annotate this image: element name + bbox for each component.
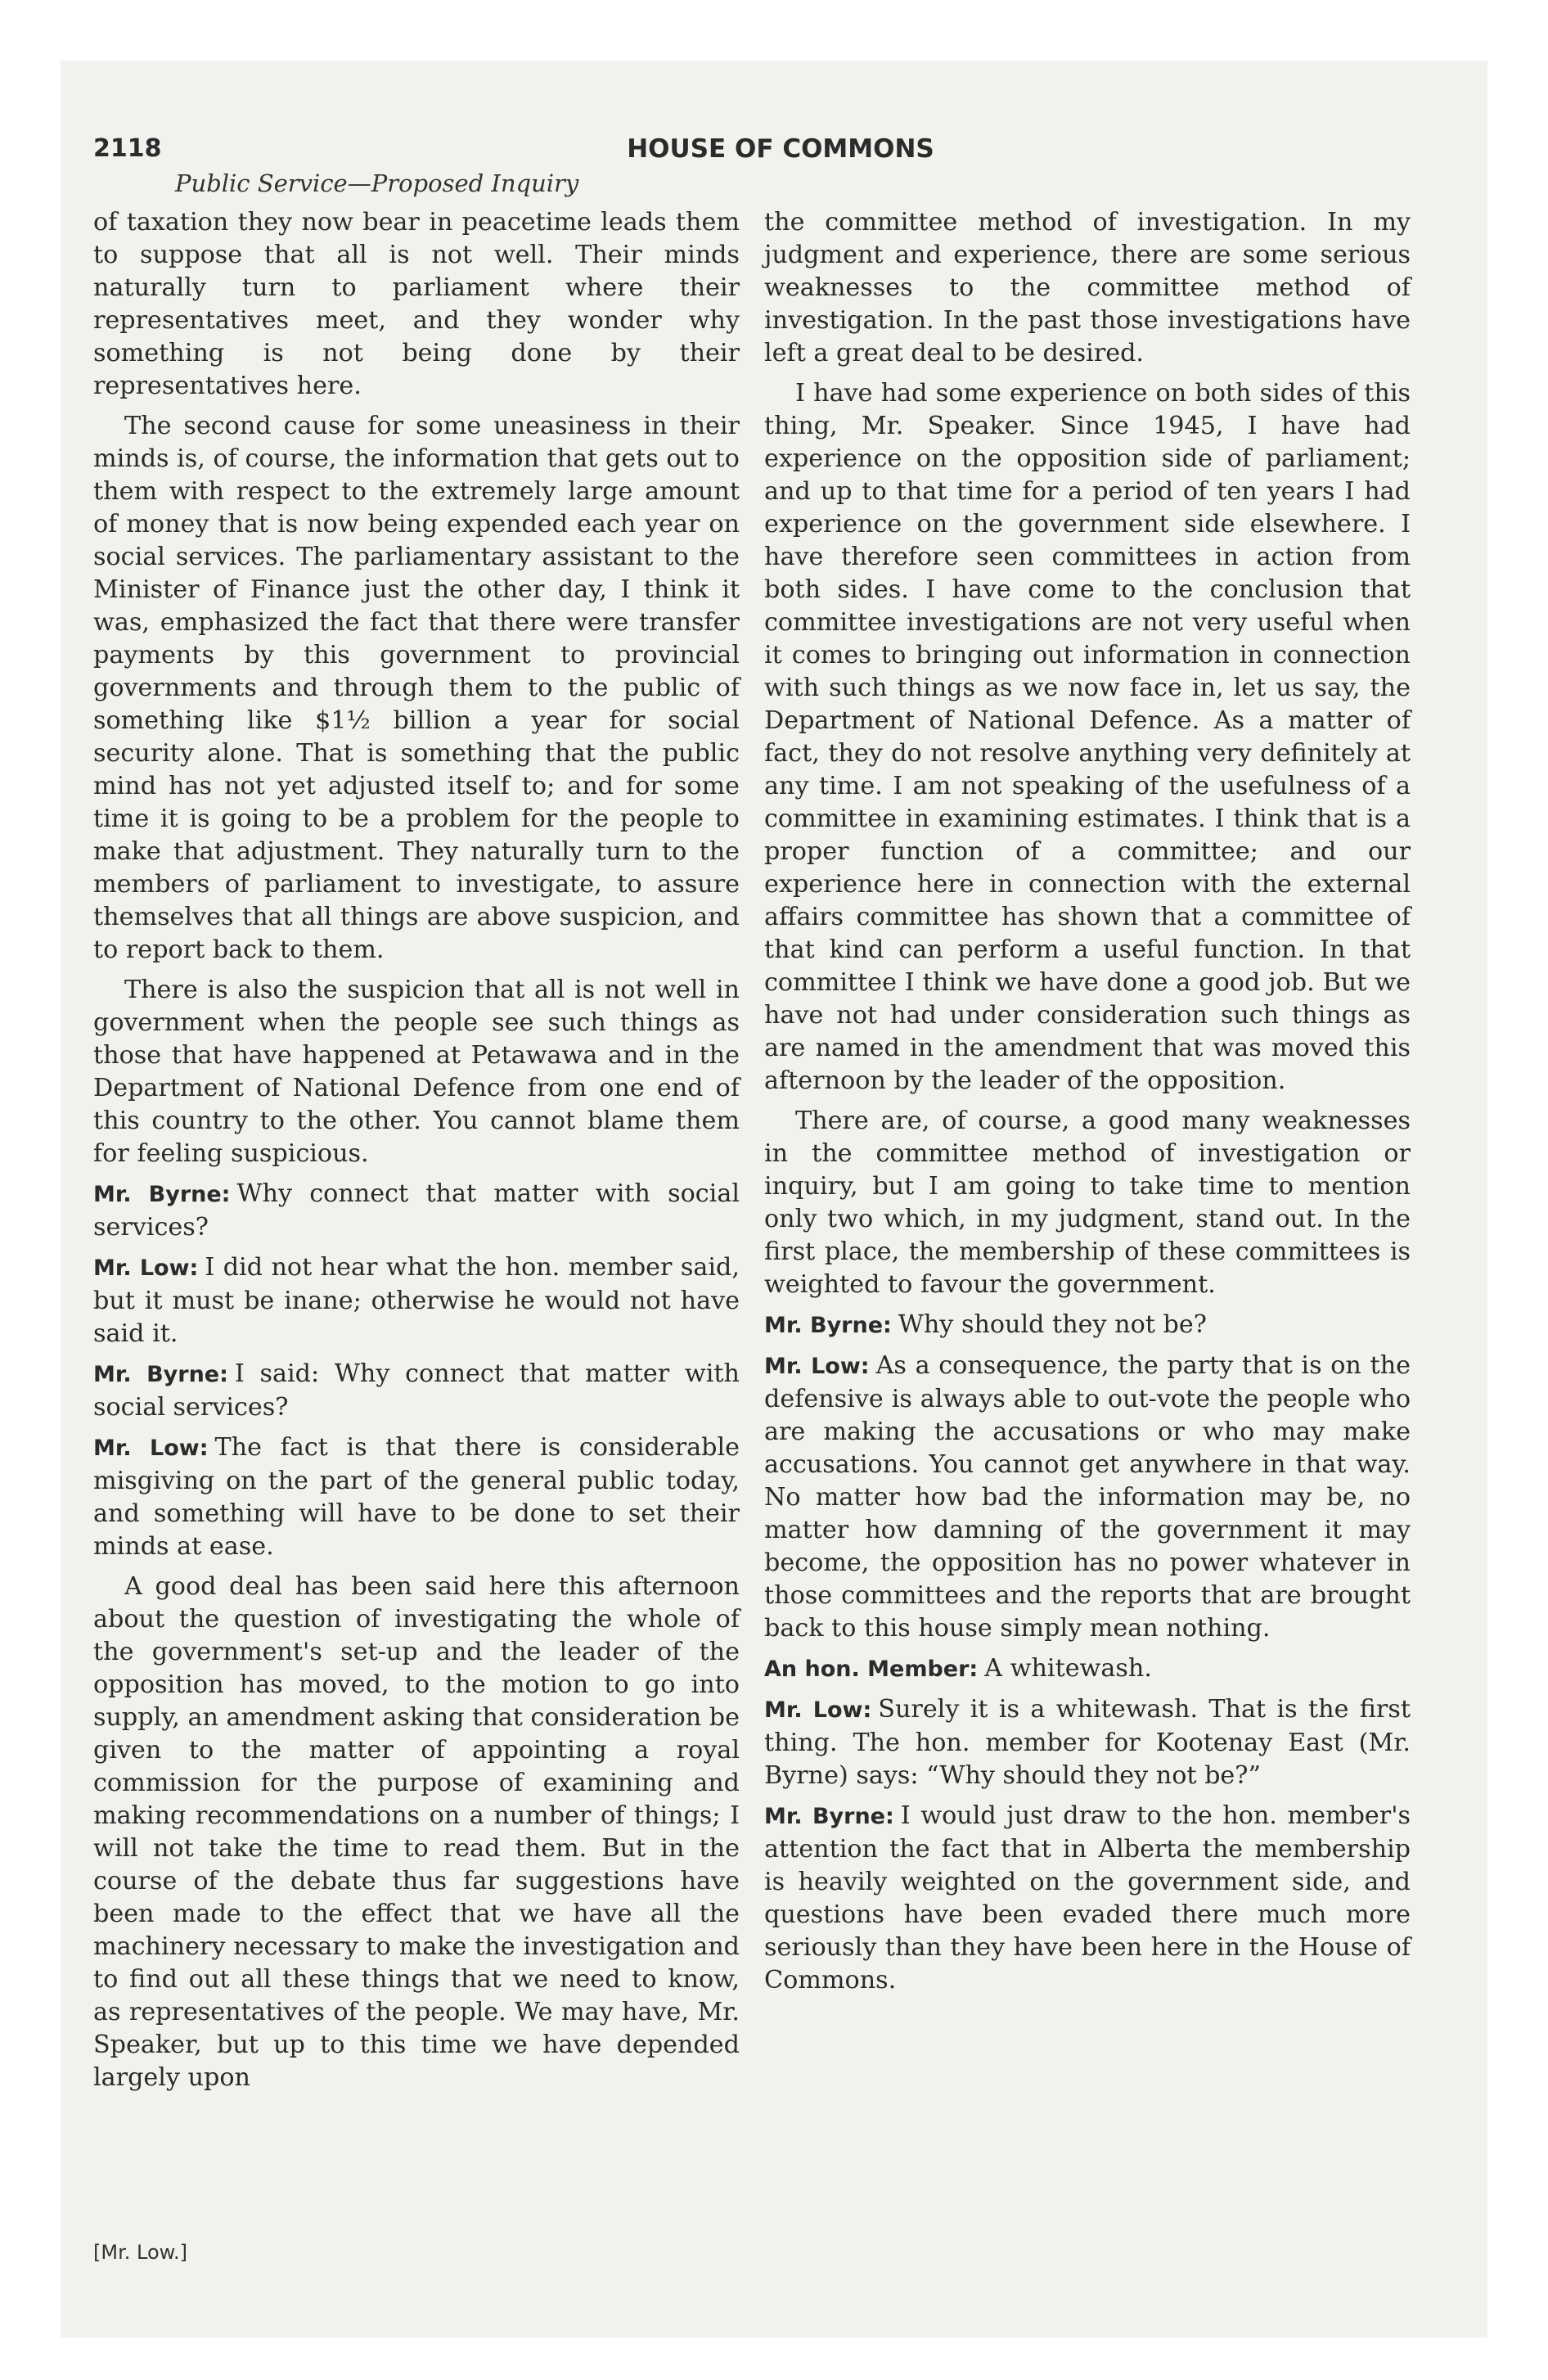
speaker-name: Mr. Low: (764, 1697, 872, 1723)
speaker-name: Mr. Low: (93, 1436, 209, 1461)
left-column (93, 206, 740, 2102)
running-title: HOUSE OF COMMONS (627, 134, 934, 164)
speech-paragraph (93, 1251, 740, 1350)
page-number: 2118 (93, 134, 162, 163)
speaker-attribution-footer: [Mr. Low.] (93, 2241, 188, 2264)
paragraph: There are, of course, a good many weaknesses in the committee method of investigation or inquiry, but I am going to take time to mention only two which, in my judgment, stand out. In the first place, the membership of these committees is weighted to favour the government. (764, 1107, 1411, 1299)
speech-paragraph (764, 1652, 1411, 1686)
speaker-name: Mr. Byrne: (764, 1313, 892, 1338)
speech-paragraph (93, 1431, 740, 1563)
speech-text: A whitewash. (984, 1654, 1152, 1683)
speech-text: Why should they not be? (898, 1310, 1207, 1339)
section-title: Public Service—Proposed Inquiry (175, 169, 579, 197)
speech-paragraph (764, 1800, 1411, 1997)
speaker-name: Mr. Byrne: (764, 1804, 894, 1829)
paragraph: The second cause for some uneasiness in their minds is, of course, the information that gets out to them with respect to the extremely large amount of money that is now being expended each year on social services. The parliamentary assistant to the Minister of Finance just the other day, I think it was, emphasized the fact that there were transfer payments by this government to provincial governments and through them to the public of something like $1½ billion a year for social security alone. That is something that the public mind has not yet adjusted itself to; and for some time it is going to be a problem for the people to make that adjustment. They naturally turn to the members of parliament to investigate, to assure themselves that all things are above suspicion, and to report back to them. (93, 412, 740, 964)
speech-text: I would just draw to the hon. member's attention the fact that in Alberta the membership is heavily weighted on the government side, and questions have been evaded there much more seriously than they have been here in the House of Commons. (764, 1801, 1411, 1995)
continued-paragraph: the committee method of investigation. In my judgment and experience, there are some serious weaknesses to the committee method of investigation. In the past those investigations have left a great deal to be desired. (764, 208, 1411, 367)
speaker-name: An hon. Member: (764, 1657, 979, 1682)
speech-text: Why connect that matter with social services? (93, 1179, 740, 1242)
speech-paragraph (764, 1693, 1411, 1792)
speech-text: I did not hear what the hon. member said, but it must be inane; otherwise he would not have said it. (93, 1253, 740, 1348)
speaker-name: Mr. Low: (764, 1354, 870, 1379)
document-page (61, 61, 1487, 2337)
speech-text: As a consequence, the party that is on the defensive is always able to out-vote the people who are making the accusations or who may make accusations. You cannot get anywhere in that way. No matter how bad the information may be, no matter how damning of the government it may become, the opposition has no power whatever in those committees and the reports that are brought back to this house simply mean nothing. (764, 1351, 1411, 1643)
paragraph: I have had some experience on both sides of this thing, Mr. Speaker. Since 1945, I have had experience on the opposition side of parliament; and up to that time for a period of ten years I had experience on the government side elsewhere. I have therefore seen committees in action from both sides. I have come to the conclusion that committee investigations are not very useful when it comes to bringing out information in connection with such things as we now face in, let us say, the Department of National Defence. As a matter of fact, they do not resolve anything very definitely at any time. I am not speaking of the usefulness of a committee in examining estimates. I think that is a proper function of a committee; and our experience here in connection with the external affairs committee has shown that a committee of that kind can perform a useful function. In that committee I think we have done a good job. But we have not had under consideration such things as are named in the amendment that was moved this afternoon by the leader of the opposition. (764, 379, 1411, 1095)
speaker-name: Mr. Byrne: (93, 1362, 228, 1387)
speaker-name: Mr. Byrne: (93, 1182, 231, 1207)
speech-text: I said: Why connect that matter with social services? (93, 1359, 740, 1422)
speech-paragraph (764, 1309, 1411, 1342)
speaker-name: Mr. Low: (93, 1255, 199, 1281)
speech-paragraph (764, 1350, 1411, 1645)
speech-text: Surely it is a whitewash. That is the first thing. The hon. member for Kootenay East (Mr. Byrne) says: “Why should they not be?” (764, 1695, 1411, 1790)
speech-paragraph (93, 1178, 740, 1244)
speech-paragraph (93, 1358, 740, 1424)
continued-paragraph: of taxation they now bear in peacetime leads them to suppose that all is not well. Their minds naturally turn to parliament where their representatives meet, and they wonder why something is not being done by their representatives here. (93, 208, 740, 400)
right-column (764, 206, 1411, 2004)
paragraph: There is also the suspicion that all is not well in government when the people see such things as those that have happened at Petawawa and in the Department of National Defence from one end of this country to the other. You cannot blame them for feeling suspicious. (93, 976, 740, 1168)
paragraph: A good deal has been said here this afternoon about the question of investigating the whole of the government's set-up and the leader of the opposition has moved, to the motion to go into supply, an amendment asking that consideration be given to the matter of appointing a royal commission for the purpose of examining and making recommendations on a number of things; I will not take the time to read them. But in the course of the debate thus far suggestions have been made to the effect that we have all the machinery necessary to make the investigation and to find out all these things that we need to know, as representatives of the people. We may have, Mr. Speaker, but up to this time we have depended largely upon (93, 1572, 740, 2092)
speech-text: The fact is that there is considerable misgiving on the part of the general public today, and something will have to be done to set their minds at ease. (93, 1433, 740, 1561)
